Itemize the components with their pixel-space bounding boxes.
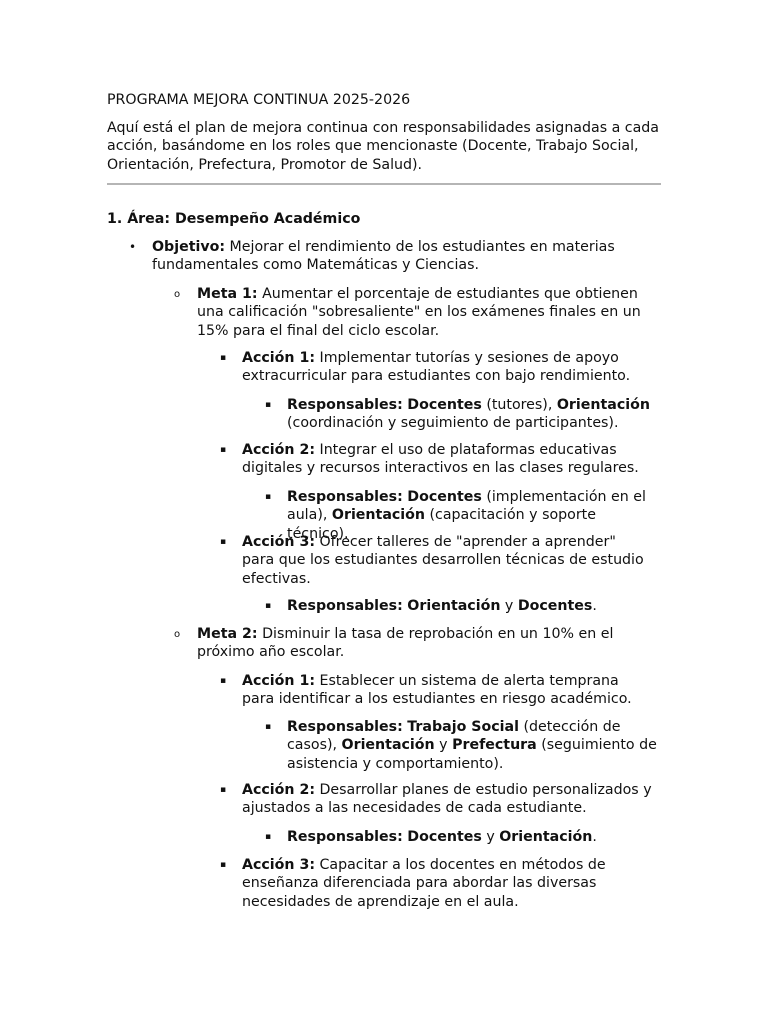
responsable-role: Orientación — [341, 737, 435, 754]
responsable-detail: y — [481, 829, 500, 845]
accion-text: Ofrecer talleres de "aprender a aprender" para que los estudiantes desarrollen técnicas de estudio efectivas. — [242, 534, 644, 587]
responsable-detail: (tutores), — [481, 397, 557, 413]
responsable-detail: y — [500, 598, 518, 614]
responsable-detail: . — [592, 829, 597, 845]
accion-text: Implementar tutorías y sesiones de apoyo extracurricular para estudiantes con bajo rendimiento. — [242, 350, 631, 385]
meta-2-accion-3 — [220, 856, 652, 911]
meta-2-text: Disminuir la tasa de reprobación en un 10% en el próximo año escolar. — [197, 626, 614, 661]
responsables-label: Responsables: — [287, 397, 403, 413]
accion-text: Capacitar a los docentes en métodos de enseñanza diferenciada para abordar las diversas necesidades de aprendizaje en el aula. — [242, 857, 606, 910]
accion-text: Establecer un sistema de alerta temprana para identificar a los estudiantes en riesgo académico. — [242, 673, 632, 708]
responsable-detail: (coordinación y seguimiento de participantes). — [287, 415, 619, 432]
meta-1-accion-1 — [220, 349, 652, 386]
accion-label: Acción 3: — [242, 534, 315, 550]
bullet-marker: ▪ — [220, 445, 227, 455]
bullet-marker: ▪ — [220, 785, 227, 795]
responsables-label: Responsables: — [287, 598, 403, 614]
responsable-role: Docentes — [407, 489, 482, 505]
bullet-marker: ▪ — [265, 400, 272, 410]
objetivo-label: Objetivo: — [152, 239, 226, 255]
accion-label: Acción 2: — [242, 442, 315, 458]
accion-label: Acción 1: — [242, 673, 315, 689]
meta-1-item — [174, 285, 663, 340]
responsable-detail: y — [434, 737, 453, 754]
accion-label: Acción 3: — [242, 857, 315, 873]
responsable-role: Orientación — [331, 507, 426, 524]
responsable-detail: (seguimiento de asistencia y comportamiento). — [287, 737, 657, 772]
meta-2-accion-1 — [220, 672, 652, 709]
bullet-marker: ▪ — [265, 832, 272, 842]
responsable-role: Docentes — [407, 829, 482, 845]
responsable-role: Orientación — [556, 397, 650, 413]
accion-label: Acción 2: — [242, 782, 315, 798]
meta-1-text: Aumentar el porcentaje de estudiantes que obtienen una calificación "sobresaliente" en los exámenes finales en un 15% para el final del ciclo escolar. — [197, 286, 641, 339]
meta-2-accion-2 — [220, 781, 652, 818]
meta-2-accion-2-responsables — [265, 828, 659, 846]
bullet-marker: o — [174, 629, 181, 640]
bullet-marker: ▪ — [220, 537, 227, 547]
responsable-role: Docentes — [407, 397, 482, 413]
responsable-detail: (capacitación y soporte técnico). — [287, 507, 596, 542]
accion-label: Acción 1: — [242, 350, 315, 366]
responsable-role: Docentes — [517, 598, 593, 614]
meta-1-accion-1-responsables — [265, 396, 659, 433]
meta-1-accion-3-responsables — [265, 597, 659, 615]
bullet-marker: ▪ — [220, 860, 227, 870]
responsable-detail: (implementación en el aula), — [287, 489, 646, 524]
objetivo-text: Mejorar el rendimiento de los estudiantes en materias fundamentales como Matemáticas y Ciencias. — [152, 239, 615, 274]
meta-2-accion-1-responsables — [265, 718, 659, 773]
area-heading: 1. Área: Desempeño Académico — [107, 211, 361, 227]
responsable-role: Trabajo Social — [407, 719, 519, 735]
responsable-detail: (detección de casos), — [287, 719, 621, 754]
meta-2-label: Meta 2: — [197, 626, 258, 642]
responsables-label: Responsables: — [287, 829, 403, 845]
bullet-marker: ▪ — [265, 722, 272, 732]
meta-1-label: Meta 1: — [197, 286, 258, 302]
responsables-label: Responsables: — [287, 489, 403, 505]
accion-text: Integrar el uso de plataformas educativas digitales y recursos interactivos en las clases regulares. — [242, 442, 639, 477]
responsable-role: Prefectura — [452, 737, 537, 754]
meta-1-accion-2 — [220, 441, 652, 478]
document-title: PROGRAMA MEJORA CONTINUA 2025-2026 — [107, 92, 411, 108]
intro-paragraph: Aquí está el plan de mejora continua con responsabilidades asignadas a cada acción, basándome en los roles que mencionaste (Docente, Trabajo Social, Orientación, Prefectura, Promotor de Salud). — [107, 120, 660, 173]
responsables-label: Responsables: — [287, 719, 403, 735]
meta-1-accion-3 — [220, 533, 652, 588]
bullet-marker: ▪ — [265, 492, 272, 502]
meta-2-item — [174, 625, 663, 662]
bullet-marker: o — [174, 289, 181, 300]
accion-text: Desarrollar planes de estudio personalizados y ajustados a las necesidades de cada estudiante. — [242, 782, 652, 817]
responsable-role: Orientación — [499, 829, 593, 845]
responsable-detail: . — [592, 598, 597, 614]
bullet-marker: ▪ — [265, 601, 272, 611]
bullet-marker: • — [129, 240, 137, 254]
objetivo-item — [129, 238, 622, 275]
responsable-role: Orientación — [407, 598, 501, 614]
bullet-marker: ▪ — [220, 676, 227, 686]
bullet-marker: ▪ — [220, 353, 227, 363]
horizontal-rule — [107, 183, 661, 185]
